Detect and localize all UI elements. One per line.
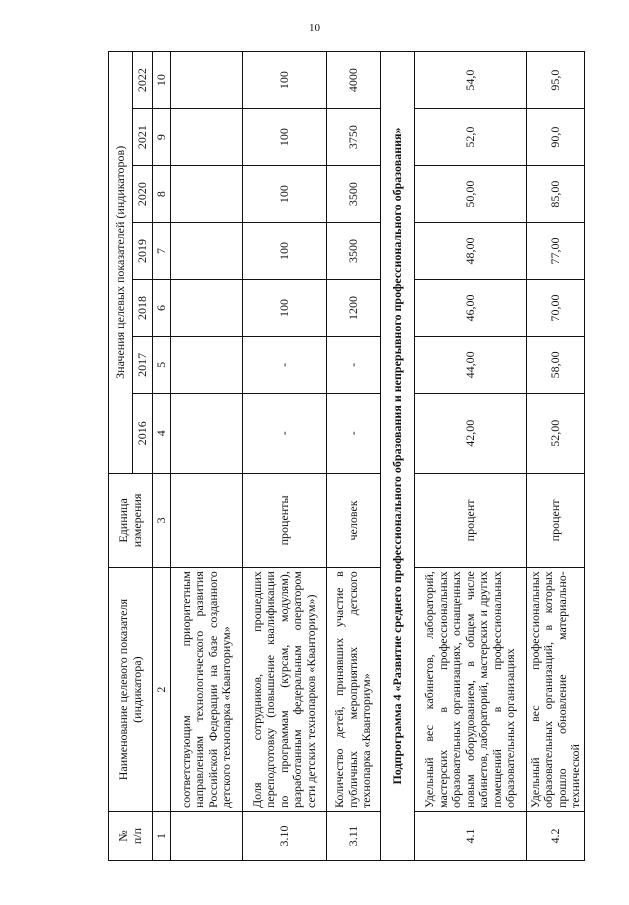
value-cell: 4000	[327, 52, 381, 109]
index-cell: 2	[153, 568, 171, 812]
value-cell	[171, 223, 243, 280]
value-cell: 52,00	[527, 393, 585, 473]
row-num: 3.11	[327, 812, 381, 861]
value-cell: 42,00	[415, 393, 527, 473]
value-cell: -	[243, 336, 327, 393]
row-name: Удельный вес кабинетов, лабораторий, мастерских в профессиональных образовательных организациях, оснащенных новым оборудованием, в общем числе кабинетов, лабораторий, мастерских и других помещений в профессиональных образовательных организациях	[415, 568, 527, 812]
value-cell: 100	[243, 52, 327, 109]
value-cell: 100	[243, 109, 327, 166]
value-cell: 100	[243, 166, 327, 223]
year-cell: 2021	[133, 109, 153, 166]
value-cell	[171, 336, 243, 393]
index-cell: 9	[153, 109, 171, 166]
year-cell: 2022	[133, 52, 153, 109]
year-cell: 2017	[133, 336, 153, 393]
index-cell: 1	[153, 812, 171, 861]
value-cell	[171, 109, 243, 166]
year-cell: 2020	[133, 166, 153, 223]
row-num: 4.2	[527, 812, 585, 861]
table-row	[327, 52, 381, 861]
value-cell: 95,0	[527, 52, 585, 109]
table-row	[243, 52, 327, 861]
value-cell: 85,00	[527, 166, 585, 223]
rotated-table-container	[108, 51, 584, 861]
subprogram-title: Подпрограмма 4 «Развитие среднего профессионального образования и непрерывного профессионального образования»	[381, 52, 415, 861]
value-cell: 52,0	[415, 109, 527, 166]
row-unit: процент	[527, 473, 585, 568]
value-cell: -	[327, 393, 381, 473]
index-cell: 5	[153, 336, 171, 393]
year-cell: 2018	[133, 279, 153, 336]
table-row	[527, 52, 585, 861]
value-cell: 46,00	[415, 279, 527, 336]
index-cell: 4	[153, 393, 171, 473]
row-unit: человек	[327, 473, 381, 568]
row-unit: проценты	[243, 473, 327, 568]
value-cell: 44,00	[415, 336, 527, 393]
value-cell: 48,00	[415, 223, 527, 280]
index-cell: 10	[153, 52, 171, 109]
header-values-group: Значения целевых показателей (индикаторов)	[109, 52, 133, 474]
table-row	[171, 52, 243, 861]
row-unit	[171, 473, 243, 568]
row-num	[171, 812, 243, 861]
value-cell: 77,00	[527, 223, 585, 280]
index-cell: 6	[153, 279, 171, 336]
header-num: № п/п	[109, 812, 153, 861]
value-cell: -	[327, 336, 381, 393]
table-row	[415, 52, 527, 861]
value-cell: 100	[243, 223, 327, 280]
year-cell: 2019	[133, 223, 153, 280]
index-cell: 3	[153, 473, 171, 568]
value-cell	[171, 166, 243, 223]
row-name: соответствующим приоритетным направлениям технологического развития Российской Федерации на базе созданного детского технопарка «Кванториум»	[171, 568, 243, 812]
year-cell: 2016	[133, 393, 153, 473]
index-cell: 7	[153, 223, 171, 280]
row-name: Удельный вес профессиональных образовательных организаций, в которых прошло обновление материально-технической	[527, 568, 585, 812]
value-cell: 3750	[327, 109, 381, 166]
value-cell	[171, 393, 243, 473]
row-num: 4.1	[415, 812, 527, 861]
value-cell: 3500	[327, 166, 381, 223]
value-cell: 50,00	[415, 166, 527, 223]
header-name: Наименование целевого показателя (индикатора)	[109, 568, 153, 812]
value-cell: 54,0	[415, 52, 527, 109]
value-cell: 58,00	[527, 336, 585, 393]
value-cell: 70,00	[527, 279, 585, 336]
value-cell: 100	[243, 279, 327, 336]
header-unit: Единица измерения	[109, 473, 153, 568]
index-cell: 8	[153, 166, 171, 223]
value-cell: 3500	[327, 223, 381, 280]
row-num: 3.10	[243, 812, 327, 861]
row-name: Доля сотрудников, прошедших переподготовку (повышение квалификации по программам (курсам, модулям), разработанным федеральным оператором сети детских технопарков «Кванториум»)	[243, 568, 327, 812]
value-cell	[171, 279, 243, 336]
page-number: 10	[309, 22, 320, 34]
value-cell: 1200	[327, 279, 381, 336]
row-unit: процент	[415, 473, 527, 568]
row-name: Количество детей, принявших участие в публичных мероприятиях детского технопарка «Кванториум»	[327, 568, 381, 812]
value-cell: 90,0	[527, 109, 585, 166]
value-cell: -	[243, 393, 327, 473]
indicators-table	[108, 51, 585, 861]
value-cell	[171, 52, 243, 109]
